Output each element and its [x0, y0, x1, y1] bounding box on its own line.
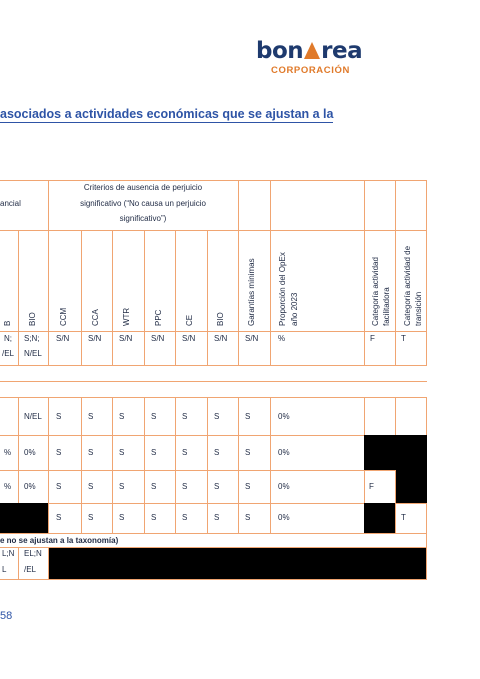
row3-facilitadora: F	[369, 482, 374, 491]
header-dnsh-line3: significativo”)	[119, 214, 167, 223]
redacted-block	[49, 548, 426, 579]
row1-wtr: S	[119, 412, 125, 421]
col-header-transicion-line2: transición	[414, 291, 423, 326]
redacted-block	[396, 470, 427, 503]
row4-transicion: T	[401, 513, 406, 522]
row1-bio: S	[214, 412, 220, 421]
logo-wordmark: bon rea	[256, 38, 363, 64]
row4-ce: S	[182, 513, 188, 522]
row2-ce: S	[182, 448, 188, 457]
header-dnsh-line1: Criterios de ausencia de perjuicio	[83, 183, 203, 192]
row3-garantias: S	[245, 482, 251, 491]
section-heading: asociados a actividades económicas que se ajustan a la	[0, 107, 334, 121]
legend-bio: S/N	[214, 334, 228, 343]
col-header-bio: BIO	[216, 312, 225, 326]
row4-ppc: S	[151, 513, 157, 522]
row4-garantias: S	[245, 513, 251, 522]
row5-c0b: L	[2, 565, 7, 574]
col-header-facilitadora-line2: facilitadora	[382, 287, 391, 326]
row3-ppc: S	[151, 482, 157, 491]
col-header-bio-left: BIO	[28, 312, 37, 326]
logo-subtitle: CORPORACIÓN	[271, 65, 350, 76]
legend-c0a: N;	[4, 334, 12, 343]
row2-c1: 0%	[24, 448, 36, 457]
row4-opex: 0%	[278, 513, 290, 522]
row5-c1a: EL;N	[24, 549, 42, 558]
col-header-garantias: Garantías mínimas	[247, 258, 256, 326]
row1-c1: N/EL	[24, 412, 42, 421]
legend-wtr: S/N	[119, 334, 133, 343]
row3-opex: 0%	[278, 482, 290, 491]
col-header-facilitadora-line1: Categoría actividad	[371, 257, 380, 326]
row4-wtr: S	[119, 513, 125, 522]
row1-garantias: S	[245, 412, 251, 421]
row4-bio: S	[214, 513, 220, 522]
row1-cca: S	[88, 412, 94, 421]
header-financial: ancial	[0, 199, 21, 208]
legend-ce: S/N	[182, 334, 196, 343]
col-header-ccm: CCM	[59, 307, 68, 326]
col-header-cca: CCA	[91, 309, 100, 326]
row1-ppc: S	[151, 412, 157, 421]
col-header-transicion-line1: Categoría actividad de	[403, 245, 412, 326]
row3-cca: S	[88, 482, 94, 491]
row3-c0: %	[4, 482, 12, 491]
col-header-ppc: PPC	[154, 309, 163, 326]
legend-garantias: S/N	[245, 334, 259, 343]
legend-c1b: N/EL	[24, 349, 42, 358]
row2-garantias: S	[245, 448, 251, 457]
row4-cca: S	[88, 513, 94, 522]
col-header-wtr: WTR	[122, 307, 131, 326]
row3-wtr: S	[119, 482, 125, 491]
row2-opex: 0%	[278, 448, 290, 457]
row4-ccm: S	[56, 513, 62, 522]
row2-cca: S	[88, 448, 94, 457]
legend-ccm: S/N	[56, 334, 70, 343]
legend-c1a: S;N;	[24, 334, 40, 343]
redacted-block	[0, 503, 48, 533]
row2-bio: S	[214, 448, 220, 457]
legend-c0b: /EL	[2, 349, 15, 358]
row1-ce: S	[182, 412, 188, 421]
col-header-opex-line2: año 2023	[290, 292, 299, 326]
row5-c1b: /EL	[24, 565, 37, 574]
page-number: 58	[0, 610, 13, 622]
row2-ppc: S	[151, 448, 157, 457]
row5-c0a: L;N	[2, 549, 15, 558]
legend-ppc: S/N	[151, 334, 165, 343]
row2-c0: %	[4, 448, 12, 457]
legend-transicion: T	[401, 334, 406, 343]
row1-opex: 0%	[278, 412, 290, 421]
redacted-block	[364, 435, 427, 470]
header-dnsh-line2: significativo (“No causa un perjuicio	[80, 199, 206, 208]
row2-ccm: S	[56, 448, 62, 457]
row3-bio: S	[214, 482, 220, 491]
legend-opex: %	[278, 334, 286, 343]
redacted-block	[364, 503, 395, 533]
col-header-b: B	[3, 320, 12, 326]
section-b-label: e no se ajustan a la taxonomía)	[0, 536, 119, 545]
col-header-opex-line1: Proporción del OpEx	[278, 252, 287, 326]
row3-c1: 0%	[24, 482, 36, 491]
row2-wtr: S	[119, 448, 125, 457]
row1-ccm: S	[56, 412, 62, 421]
row3-ce: S	[182, 482, 188, 491]
legend-facilitadora: F	[370, 334, 375, 343]
row3-ccm: S	[56, 482, 62, 491]
legend-cca: S/N	[88, 334, 102, 343]
col-header-ce: CE	[185, 314, 194, 326]
